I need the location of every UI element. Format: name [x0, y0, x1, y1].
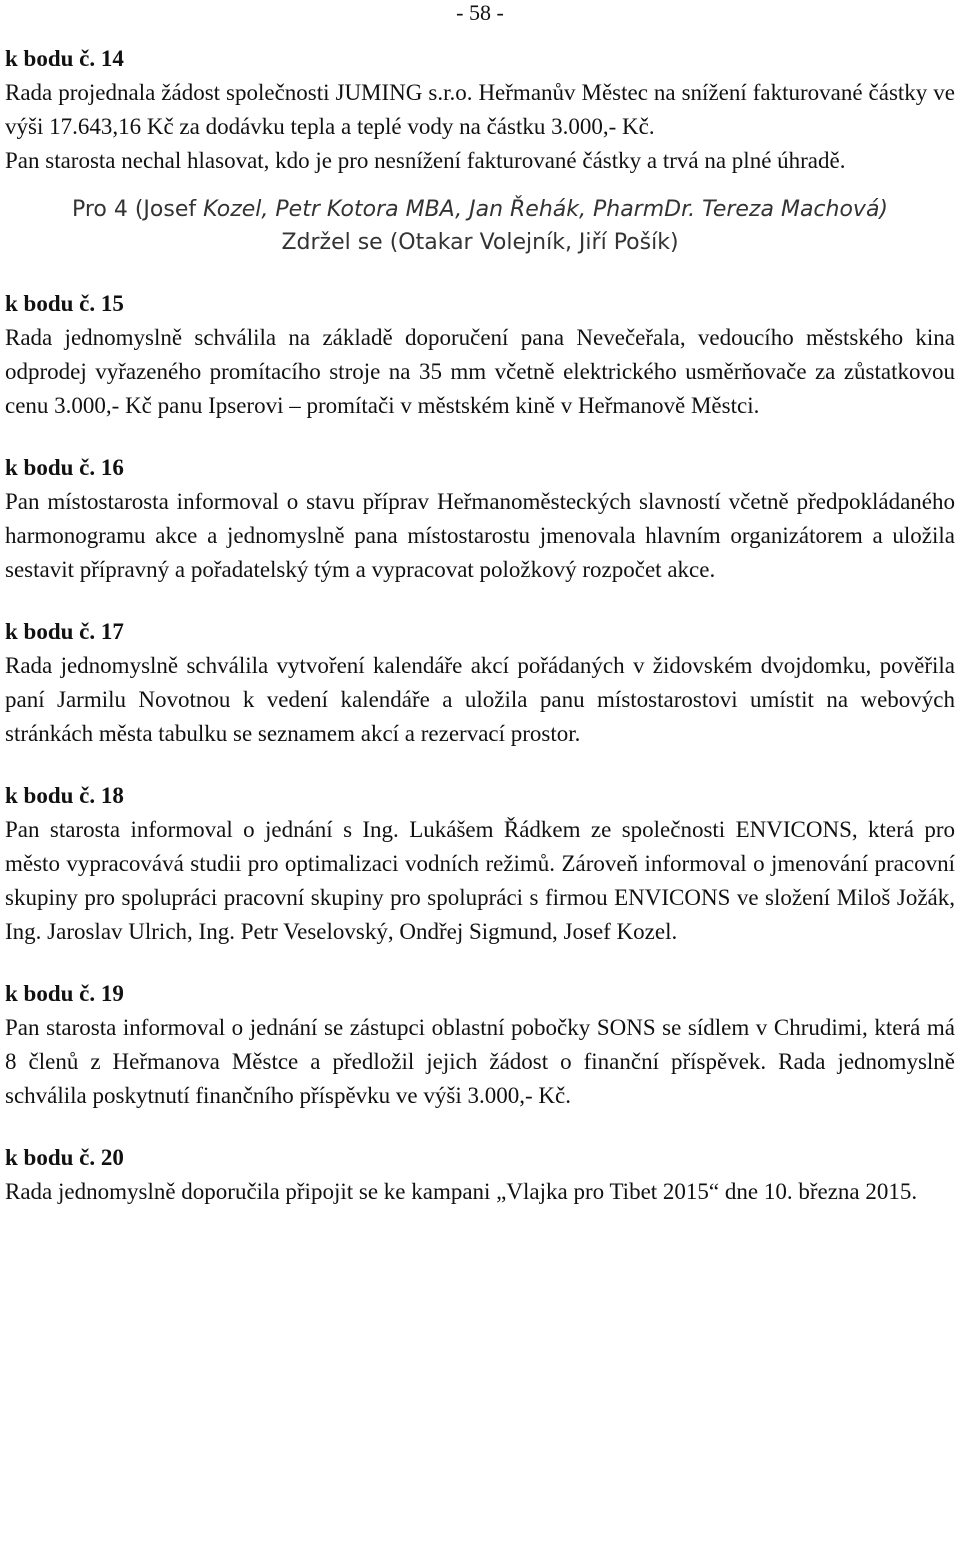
minutes-content	[5, 42, 955, 1237]
vote-abstain: Zdržel se (Otakar Volejník, Jiří Pošík)	[281, 230, 679, 255]
section-paragraph: Pan starosta informoval o jednání se zástupci oblastní pobočky SONS se sídlem v Chrudimi, která má 8 členů z Heřmanova Městce a předložil jejich žádost o finanční příspěvek. Rada jednomyslně schválila poskytnutí finančního příspěvku ve výši 3.000,- Kč.	[5, 1015, 955, 1108]
vote-result	[5, 193, 955, 259]
section-17	[5, 615, 955, 751]
section-heading: k bodu č. 14	[5, 46, 124, 71]
section-heading: k bodu č. 18	[5, 783, 124, 808]
section-paragraph: Rada projednala žádost společnosti JUMING s.r.o. Heřmanův Městec na snížení fakturované částky ve výši 17.643,16 Kč za dodávku tepla a teplé vody na částku 3.000,- Kč.	[5, 80, 955, 139]
section-14	[5, 42, 955, 259]
section-paragraph: Rada jednomyslně schválila na základě doporučení pana Nevečeřala, vedoucího městského kina odprodej vyřazeného promítacího stroje na 35 mm včetně elektrického usměrňovače za zůstatkovou cenu 3.000,- Kč panu Ipserovi – promítači v městském kině v Heřmanově Městci.	[5, 325, 955, 418]
section-16	[5, 451, 955, 587]
section-paragraph: Pan starosta informoval o jednání s Ing. Lukášem Řádkem ze společnosti ENVICONS, která pro město vypracovává studii pro optimalizaci vodních režimů. Zároveň informoval o jmenování pracovní skupiny pro spolupráci pracovní skupiny pro spolupráci s firmou ENVICONS ve složení Miloš Jožák, Ing. Jaroslav Ulrich, Ing. Petr Veselovský, Ondřej Sigmund, Josef Kozel.	[5, 817, 955, 944]
section-18	[5, 779, 955, 949]
section-heading: k bodu č. 20	[5, 1145, 124, 1170]
vote-for	[5, 193, 955, 226]
section-19	[5, 977, 955, 1113]
section-paragraph: Pan místostarosta informoval o stavu příprav Heřmanoměsteckých slavností včetně předpokládaného harmonogramu akce a jednomyslně pana místostarostu jmenovala hlavním organizátorem a uložila sestavit přípravný a pořadatelský tým a vypracovat položkový rozpočet akce.	[5, 489, 955, 582]
section-20	[5, 1141, 955, 1209]
section-heading: k bodu č. 19	[5, 981, 124, 1006]
vote-for-names: Kozel, Petr Kotora MBA, Jan Řehák, PharmDr. Tereza Machová)	[203, 197, 889, 222]
section-heading: k bodu č. 16	[5, 455, 124, 480]
section-heading: k bodu č. 17	[5, 619, 124, 644]
section-heading: k bodu č. 15	[5, 291, 124, 316]
page-number: - 58 -	[456, 0, 504, 25]
section-paragraph: Rada jednomyslně schválila vytvoření kalendáře akcí pořádaných v židovském dvojdomku, pověřila paní Jarmilu Novotnou k vedení kalendáře a uložila panu místostarostovi umístit na webových stránkách města tabulku se seznamem akcí a rezervací prostor.	[5, 653, 955, 746]
section-paragraph: Pan starosta nechal hlasovat, kdo je pro nesnížení fakturované částky a trvá na plné úhradě.	[5, 148, 846, 173]
section-15	[5, 287, 955, 423]
section-paragraph: Rada jednomyslně doporučila připojit se ke kampani „Vlajka pro Tibet 2015“ dne 10. března 2015.	[5, 1179, 918, 1204]
vote-for-prefix: Pro 4 (Josef	[71, 197, 204, 222]
